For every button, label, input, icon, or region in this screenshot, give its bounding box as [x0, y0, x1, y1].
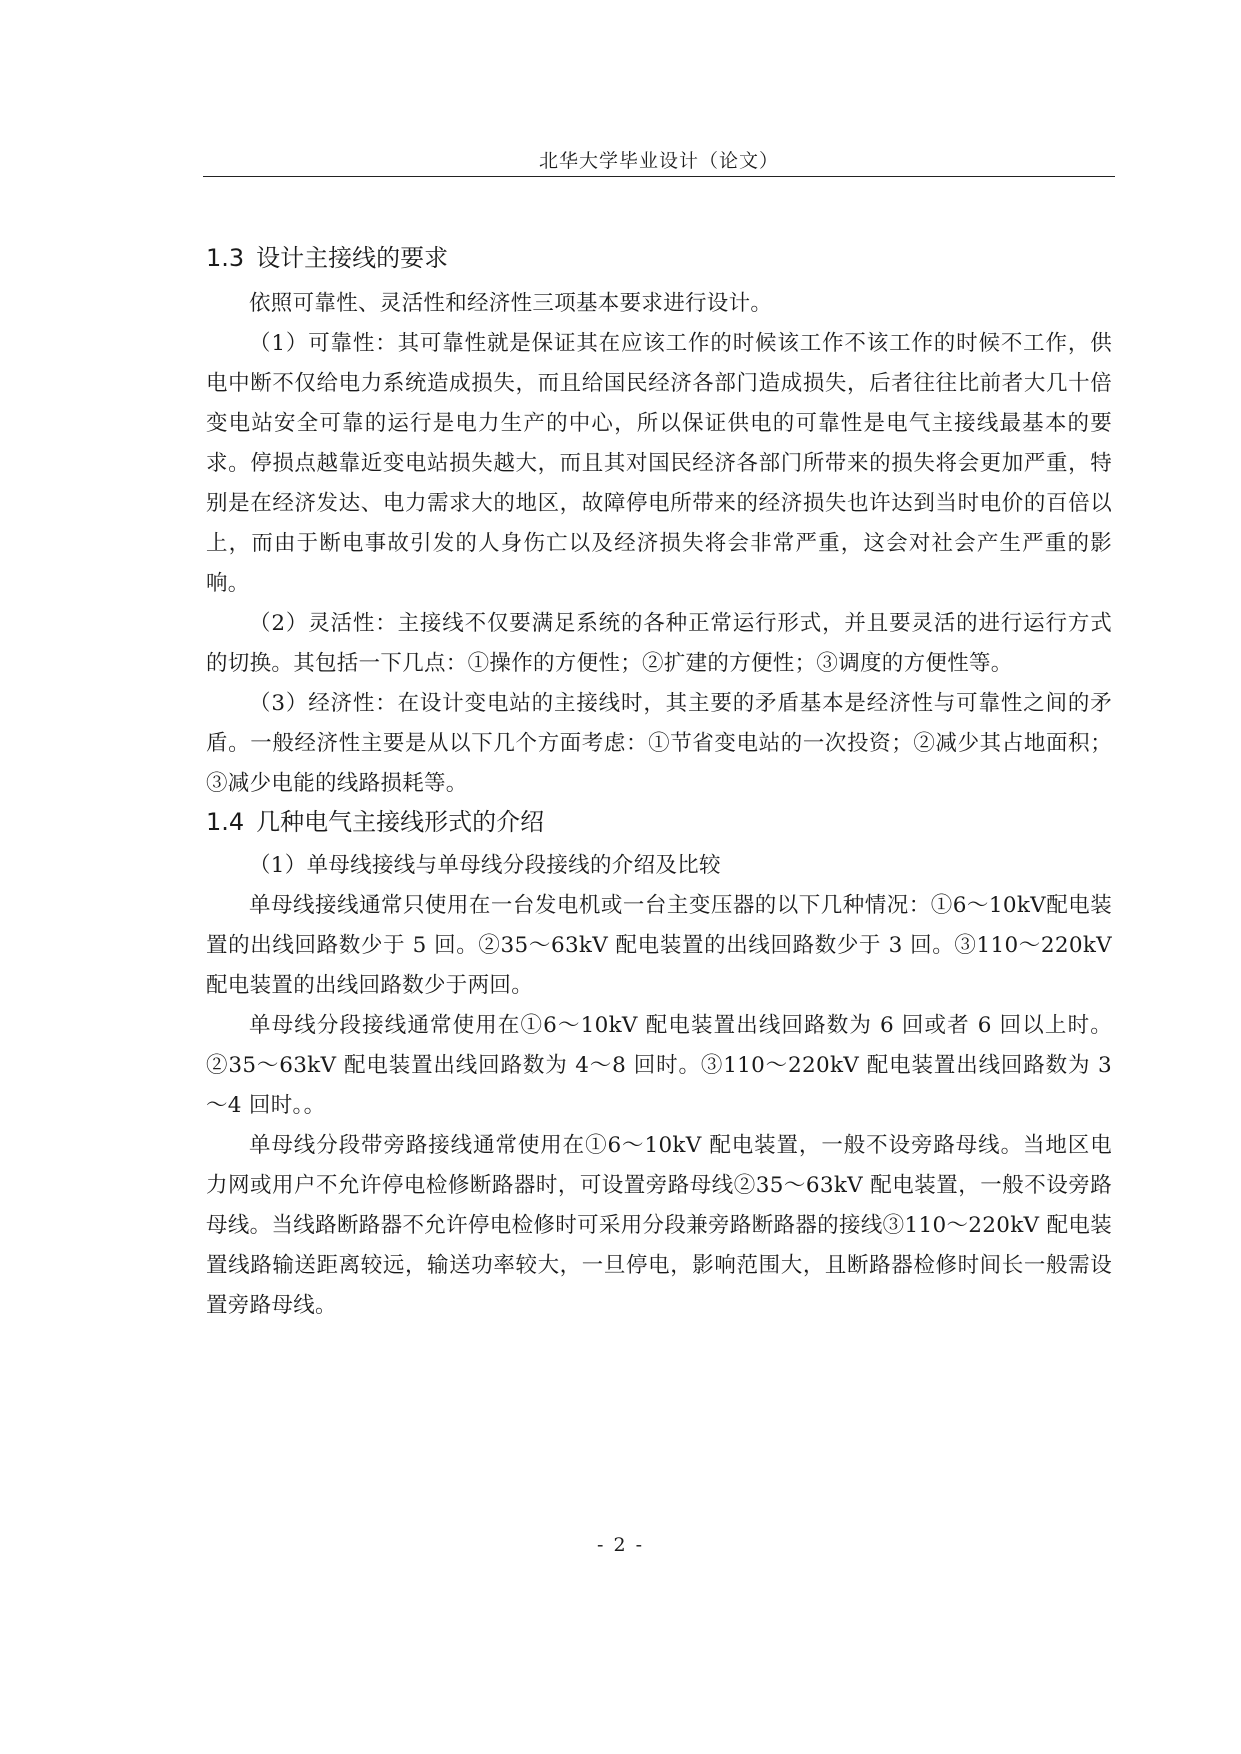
page-number: - 2 - — [596, 1534, 644, 1556]
paragraph: 单母线分段接线通常使用在①6～10kV 配电装置出线回路数为 6 回或者 6 回以上时。②35～63kV 配电装置出线回路数为 4～8 回时。③110～220kV 配电装置出线回路数为 3～4 回时。。 — [206, 1013, 1112, 1118]
section-title: 设计主接线的要求 — [256, 244, 449, 272]
page-header — [203, 148, 1115, 177]
section-number: 1.4 — [206, 808, 245, 836]
paragraph: （1）可靠性：其可靠性就是保证其在应该工作的时候该工作不该工作的时候不工作，供电中断不仅给电力系统造成损失，而且给国民经济各部门造成损失，后者往往比前者大几十倍变电站安全可靠的运行是电力生产的中心，所以保证供电的可靠性是电气主接线最基本的要求。停损点越靠近变电站损失越大，而且其对国民经济各部门所带来的损失将会更加严重，特别是在经济发达、电力需求大的地区，故障停电所带来的经济损失也许达到当时电价的百倍以上，而由于断电事故引发的人身伤亡以及经济损失将会非常严重，这会对社会产生严重的影响。 — [206, 331, 1112, 596]
document-body — [206, 238, 1112, 1326]
paragraph: （1）单母线接线与单母线分段接线的介绍及比较 — [249, 853, 721, 878]
paragraph: 单母线分段带旁路接线通常使用在①6～10kV 配电装置，一般不设旁路母线。当地区电力网或用户不允许停电检修断路器时，可设置旁路母线②35～63kV 配电装置，一般不设旁路母线。当线路断路器不允许停电检修时可采用分段兼旁路断路器的接线③110～220kV 配电装置线路输送距离较远，输送功率较大，一旦停电，影响范围大，且断路器检修时间长一般需设置旁路母线。 — [206, 1133, 1112, 1318]
paragraph: 依照可靠性、灵活性和经济性三项基本要求进行设计。 — [249, 291, 773, 316]
paragraph: 单母线接线通常只使用在一台发电机或一台主变压器的以下几种情况：①6～10kV配电装置的出线回路数少于 5 回。②35～63kV 配电装置的出线回路数少于 3 回。③110～220kV 配电装置的出线回路数少于两回。 — [206, 893, 1112, 998]
header-title: 北华大学毕业设计（论文） — [538, 150, 779, 172]
section-number: 1.3 — [206, 244, 245, 272]
section-heading-1-3 — [206, 238, 1112, 278]
paragraph: （2）灵活性：主接线不仅要满足系统的各种正常运行形式，并且要灵活的进行运行方式的切换。其包括一下几点：①操作的方便性；②扩建的方便性；③调度的方便性等。 — [206, 611, 1112, 676]
section-title: 几种电气主接线形式的介绍 — [256, 808, 545, 836]
paragraph: （3）经济性：在设计变电站的主接线时，其主要的矛盾基本是经济性与可靠性之间的矛盾。一般经济性主要是从以下几个方面考虑：①节省变电站的一次投资；②减少其占地面积；③减少电能的线路损耗等。 — [206, 691, 1112, 796]
section-heading-1-4 — [206, 802, 1112, 842]
